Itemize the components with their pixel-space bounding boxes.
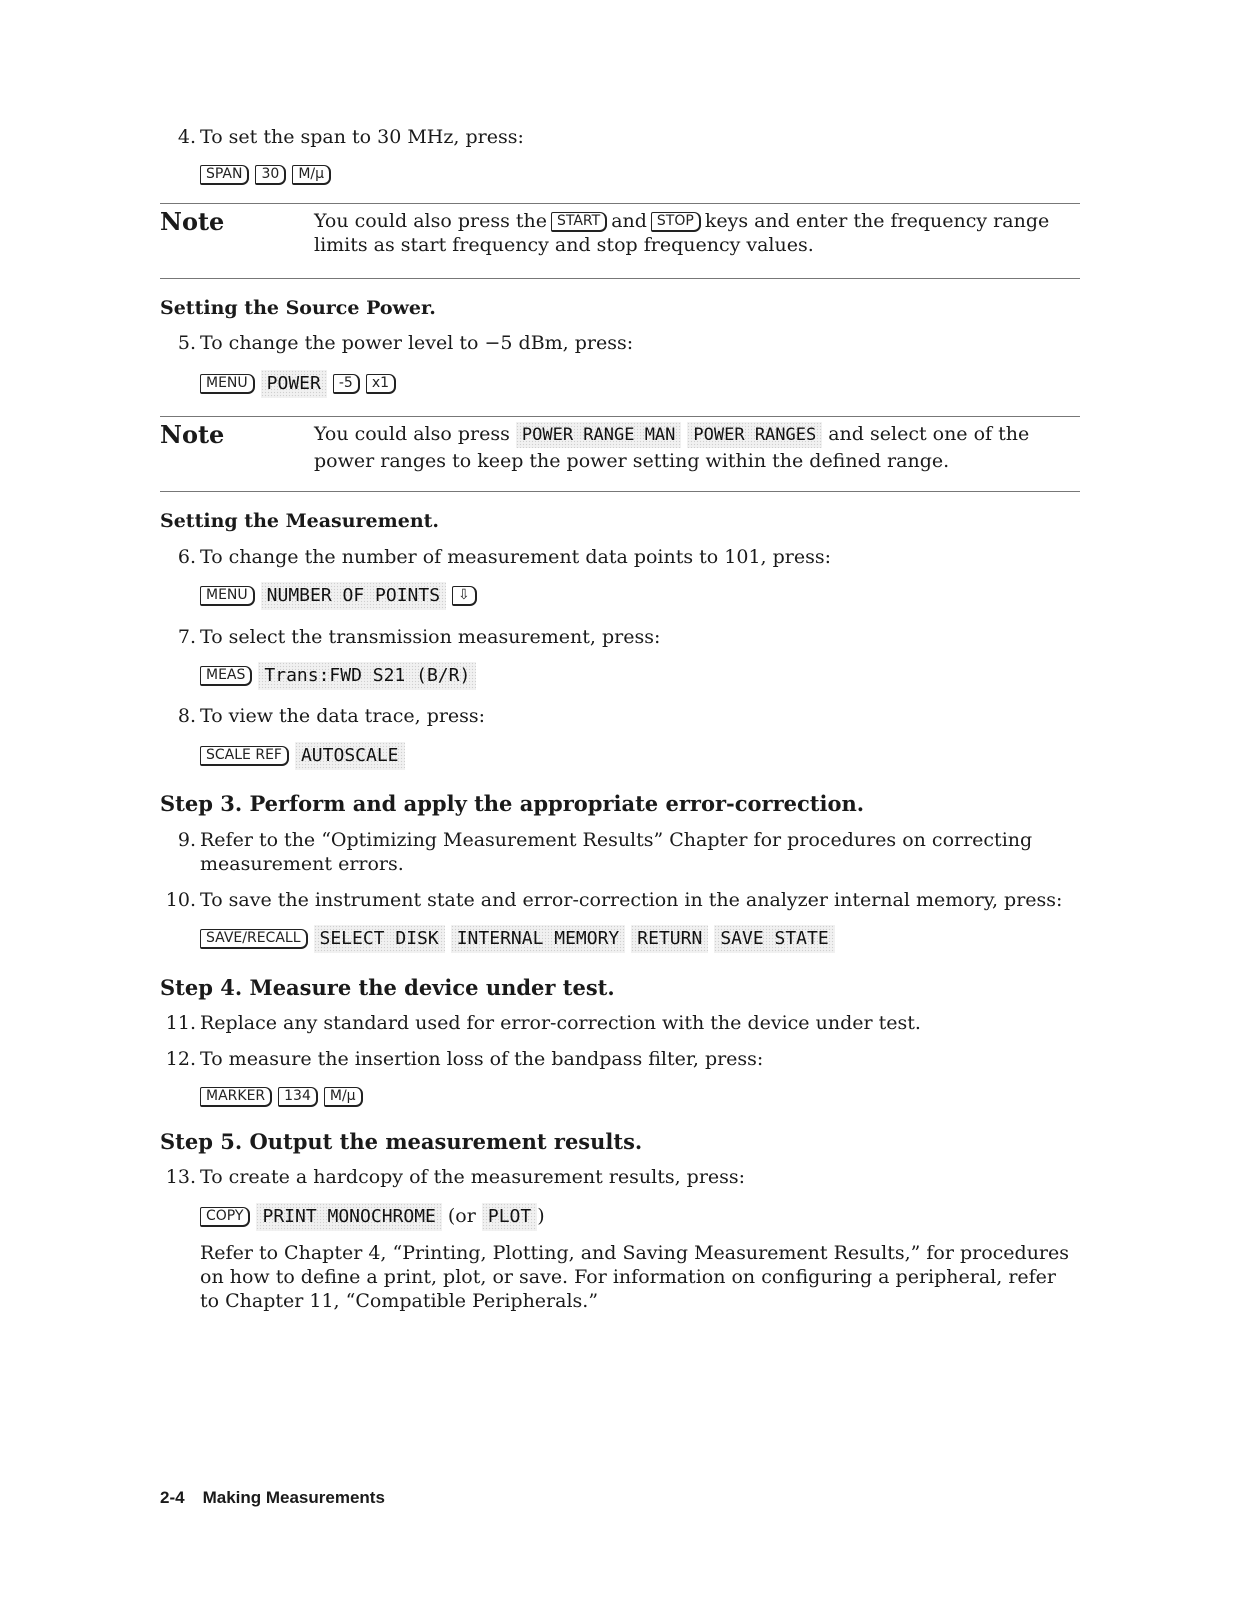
key-sequence-marker — [200, 1084, 369, 1108]
item-number: 11. — [165, 1012, 196, 1034]
softkey-print-monochrome: PRINT MONOCHROME — [256, 1203, 441, 1231]
arrow-down-key-icon: ⇩ — [452, 586, 477, 606]
note-top-rule — [160, 203, 1080, 204]
note-label: Note — [160, 420, 225, 449]
step-4-heading: Step 4. Measure the device under test. — [160, 975, 615, 1000]
menu-key: MENU — [200, 586, 255, 606]
subheading-source-power: Setting the Source Power. — [160, 297, 436, 319]
section-title: Making Measurements — [202, 1488, 385, 1507]
scale-ref-key: SCALE REF — [200, 746, 289, 766]
softkey-return: RETURN — [631, 925, 708, 953]
item-text: To select the transmission measurement, press: — [200, 626, 661, 648]
key-sequence-scale — [200, 742, 411, 770]
note-text — [314, 421, 1080, 474]
item-text: To create a hardcopy of the measurement results, press: — [200, 1166, 746, 1188]
or-close-text: ) — [537, 1205, 545, 1227]
item-number: 13. — [165, 1166, 196, 1188]
marker-key: MARKER — [200, 1087, 272, 1107]
softkey-power-range-man: POWER RANGE MAN — [516, 422, 682, 448]
note-text — [314, 209, 1080, 257]
page-footer — [160, 1488, 385, 1508]
note-text-part: keys and enter the frequency range limits as start frequency and stop frequency values. — [314, 210, 1050, 256]
x1-key: x1 — [366, 374, 396, 394]
note-top-rule — [160, 416, 1080, 417]
step-3-heading: Step 3. Perform and apply the appropriate error-correction. — [160, 791, 865, 816]
item-text: To change the number of measurement data points to 101, press: — [200, 546, 832, 568]
softkey-number-of-points: NUMBER OF POINTS — [261, 582, 446, 610]
subheading-measurement: Setting the Measurement. — [160, 510, 440, 532]
item-number: 8. — [177, 705, 196, 727]
note-label: Note — [160, 207, 225, 236]
softkey-power-ranges: POWER RANGES — [687, 422, 822, 448]
minus-5-key: -5 — [333, 374, 360, 394]
reference-paragraph: Refer to Chapter 4, “Printing, Plotting, and Saving Measurement Results,” for procedures on how to define a print, plot, or save. For information on configuring a peripheral, refer to Chapter 11, “Compatible Peripherals.” — [200, 1242, 1070, 1312]
item-text: To set the span to 30 MHz, press: — [200, 126, 524, 148]
key-sequence-points — [200, 582, 483, 610]
meas-key: MEAS — [200, 666, 252, 686]
item-text: To view the data trace, press: — [200, 705, 486, 727]
menu-key: MENU — [200, 374, 255, 394]
item-number: 7. — [177, 626, 196, 648]
note-bottom-rule — [160, 491, 1080, 492]
item-text: To change the power level to −5 dBm, press: — [200, 332, 634, 354]
step-5-heading: Step 5. Output the measurement results. — [160, 1129, 643, 1154]
item-number: 12. — [165, 1048, 196, 1070]
item-text: Replace any standard used for error-correction with the device under test. — [200, 1012, 921, 1034]
softkey-internal-memory: INTERNAL MEMORY — [451, 925, 626, 953]
number-134-key: 134 — [278, 1087, 318, 1107]
key-sequence-power — [200, 370, 402, 398]
copy-key: COPY — [200, 1207, 250, 1227]
item-number: 6. — [177, 546, 196, 568]
item-number: 10. — [165, 889, 196, 911]
or-text: (or — [447, 1205, 476, 1227]
stop-key: STOP — [651, 212, 701, 232]
item-text: To save the instrument state and error-correction in the analyzer internal memory, press: — [200, 889, 1063, 911]
save-recall-key: SAVE/RECALL — [200, 929, 308, 949]
key-sequence-copy — [200, 1203, 545, 1231]
key-sequence-span — [200, 162, 337, 186]
softkey-select-disk: SELECT DISK — [314, 925, 445, 953]
key-sequence-meas — [200, 662, 482, 690]
mhz-key: M/μ — [324, 1087, 363, 1107]
span-key: SPAN — [200, 165, 249, 185]
page-number: 2-4 — [160, 1488, 185, 1507]
note-text-part: You could also press — [314, 423, 510, 445]
note-text-part: and — [611, 210, 647, 232]
item-text: To measure the insertion loss of the bandpass filter, press: — [200, 1048, 764, 1070]
note-bottom-rule — [160, 278, 1080, 279]
item-number: 5. — [177, 332, 196, 354]
start-key: START — [551, 212, 607, 232]
softkey-power: POWER — [261, 370, 327, 398]
note-text-part: You could also press the — [314, 210, 547, 232]
number-30-key: 30 — [255, 165, 286, 185]
softkey-autoscale: AUTOSCALE — [295, 742, 405, 770]
mhz-key: M/μ — [292, 165, 331, 185]
softkey-plot: PLOT — [482, 1203, 537, 1231]
item-number: 9. — [177, 829, 196, 851]
softkey-save-state: SAVE STATE — [714, 925, 834, 953]
item-text: Refer to the “Optimizing Measurement Results” Chapter for procedures on correcting measurement errors. — [200, 829, 1033, 875]
note-text-part: and select one of the power ranges to keep the power setting within the defined range. — [314, 423, 1030, 472]
item-number: 4. — [177, 126, 196, 148]
softkey-trans-fwd-s21: Trans:FWD S21 (B/R) — [258, 662, 476, 690]
key-sequence-save — [200, 925, 841, 953]
